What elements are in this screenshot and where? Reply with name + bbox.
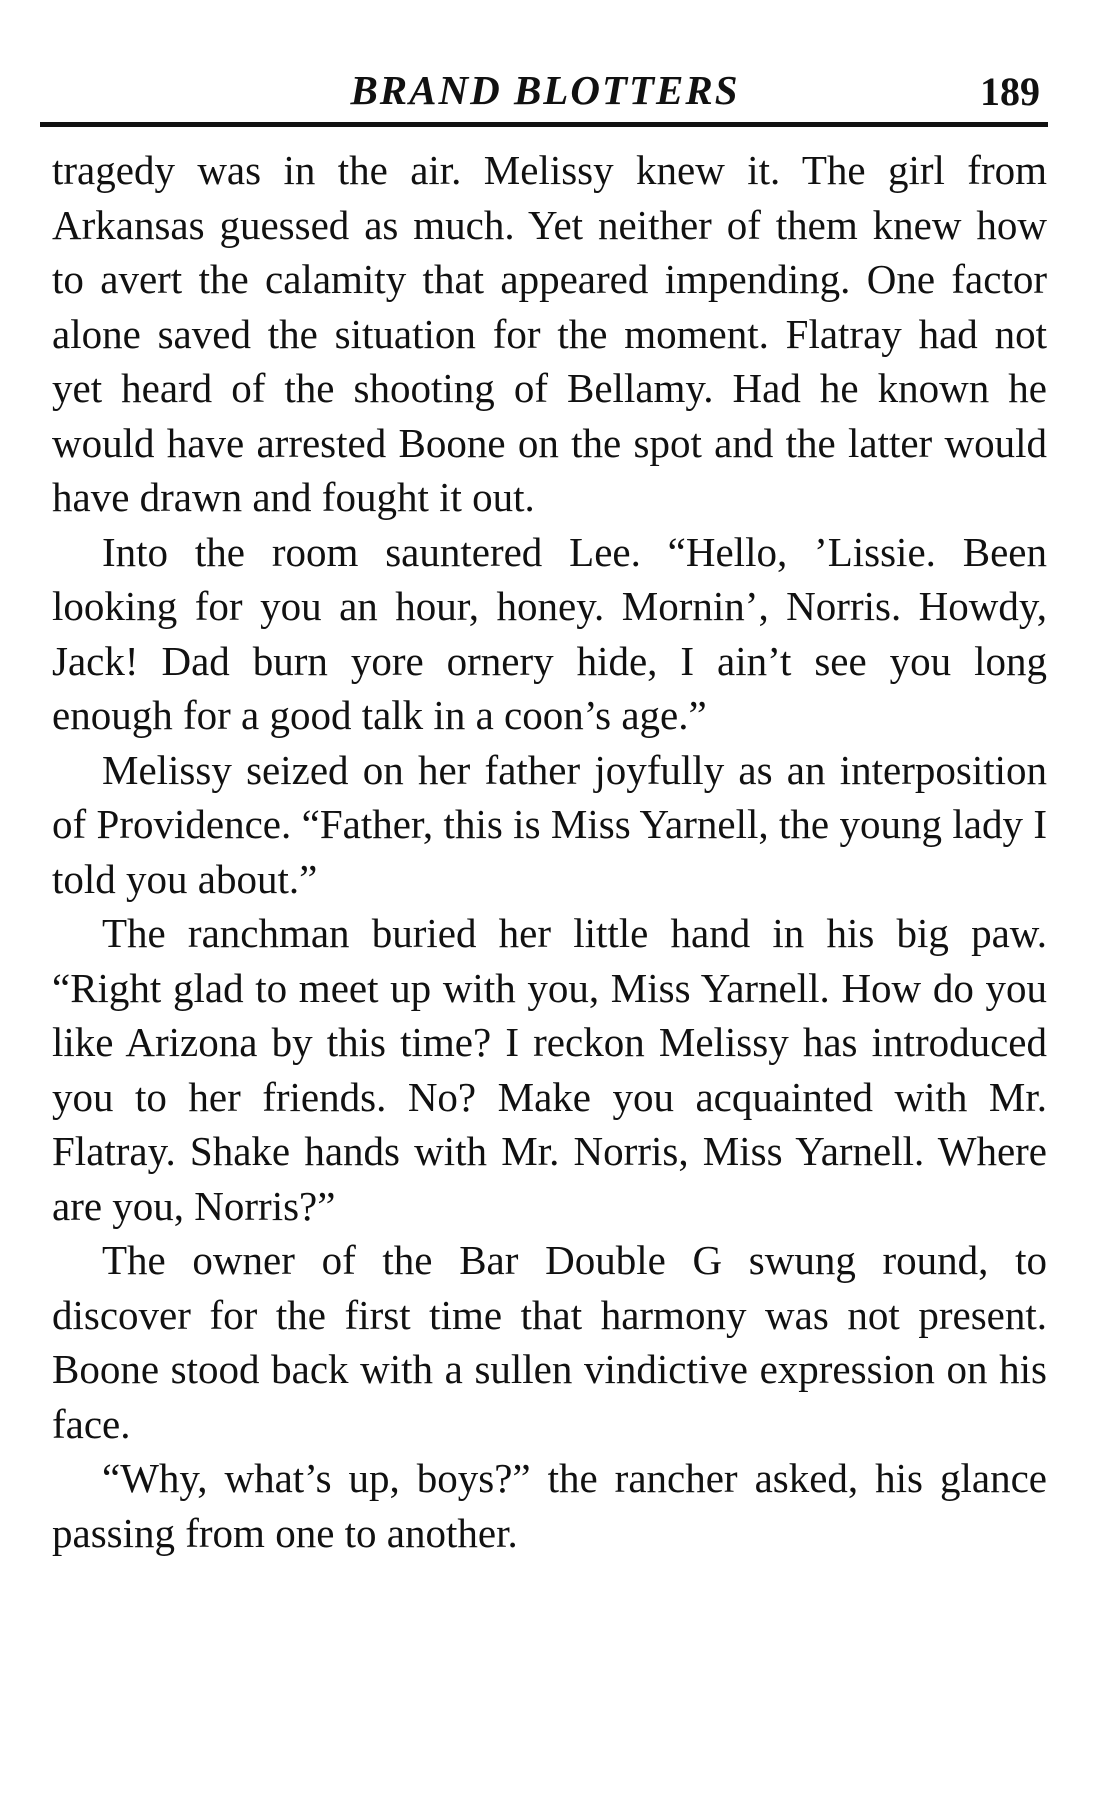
running-title: BRAND BLOTTERS xyxy=(350,67,740,113)
running-header xyxy=(50,60,1040,120)
paragraph-continued: tragedy was in the air. Melissy knew it. The girl from Arkansas guessed as much. Yet neither of them knew how to avert the calamity that appeared impending. One factor alone saved the situation for the moment. Flatray had not yet heard of the shooting of Bellamy. Had he known he would have arrested Boone on the spot and the latter would have drawn and fought it out. xyxy=(52,147,1047,520)
header-rule xyxy=(40,122,1048,127)
paragraph: Melissy seized on her father joyfully as an interposition of Providence. “Father, this is Miss Yarnell, the young lady I told you about.” xyxy=(52,746,1047,902)
paragraph: The owner of the Bar Double G swung round, to discover for the first time that harmony was not present. Boone stood back with a sullen vindictive expression on his face. xyxy=(52,1237,1047,1447)
paragraph: “Why, what’s up, boys?” the rancher asked, his glance passing from one to another. xyxy=(52,1455,1047,1556)
body-text xyxy=(52,143,1047,1560)
paragraph: Into the room sauntered Lee. “Hello, ’Lissie. Been looking for you an hour, honey. Mornin’, Norris. Howdy, Jack! Dad burn yore ornery hide, I ain’t see you long enough for a good talk in a coon’s age.” xyxy=(52,528,1047,738)
page-number: 189 xyxy=(980,69,1040,114)
paragraph: The ranchman buried her little hand in his big paw. “Right glad to meet up with you, Miss Yarnell. How do you like Arizona by this time? I reckon Melissy has introduced you to her friends. No? Make you acquainted with Mr. Flatray. Shake hands with Mr. Norris, Miss Yarnell. Where are you, Norris?” xyxy=(52,910,1047,1229)
